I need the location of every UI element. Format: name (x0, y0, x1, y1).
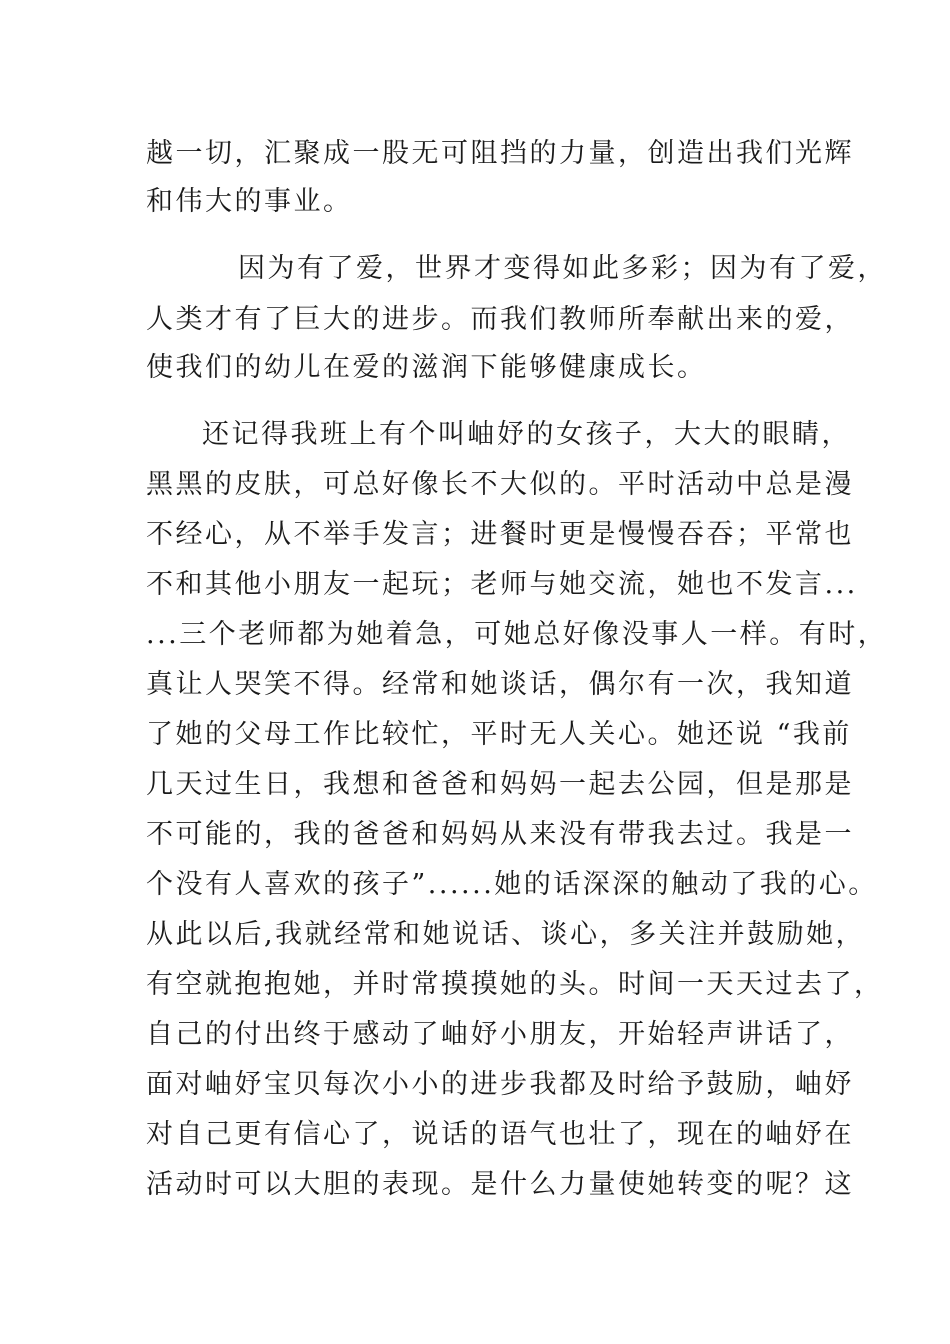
text-line: 几天过生日，我想和爸爸和妈妈一起去公园，但是那是 (146, 769, 854, 800)
text-line: 对自己更有信心了，说话的语气也壮了，现在的岫妤在 (146, 1119, 854, 1150)
text-line: 使我们的幼儿在爱的滋润下能够健康成长。 (146, 352, 707, 383)
text-line: 人类才有了巨大的进步。而我们教师所奉献出来的爱， (146, 304, 854, 335)
text-line: 个没有人喜欢的孩子”......她的话深深的触动了我的心。 (146, 869, 878, 900)
text-line: 自己的付出终于感动了岫妤小朋友，开始轻声讲话了， (146, 1019, 854, 1050)
text-line: 不可能的，我的爸爸和妈妈从来没有带我去过。我是一 (146, 819, 854, 850)
text-line: 不和其他小朋友一起玩；老师与她交流，她也不发言... (146, 569, 858, 600)
text-line: 不经心，从不举手发言；进餐时更是慢慢吞吞；平常也 (146, 519, 854, 550)
text-line: 了她的父母工作比较忙，平时无人关心。她还说 “我前 (146, 719, 852, 750)
text-line: 活动时可以大胆的表现。是什么力量使她转变的呢？这 (146, 1169, 854, 1200)
text-line: 和伟大的事业。 (146, 186, 353, 217)
text-line: 有空就抱抱她，并时常摸摸她的头。时间一天天过去了， (146, 969, 884, 1000)
text-line: 还记得我班上有个叫岫妤的女孩子，大大的眼睛， (202, 419, 851, 450)
text-line: 因为有了爱，世界才变得如此多彩；因为有了爱， (238, 253, 887, 284)
text-line: 越一切，汇聚成一股无可阻挡的力量，创造出我们光辉 (146, 138, 854, 169)
text-line: 从此以后,我就经常和她说话、谈心，多关注并鼓励她， (146, 919, 866, 950)
text-line: 真让人哭笑不得。经常和她谈话，偶尔有一次，我知道 (146, 669, 854, 700)
text-line: ...三个老师都为她着急，可她总好像没事人一样。有时， (146, 619, 888, 650)
text-line: 黑黑的皮肤，可总好像长不大似的。平时活动中总是漫 (146, 469, 854, 500)
text-line: 面对岫妤宝贝每次小小的进步我都及时给予鼓励，岫妤 (146, 1069, 854, 1100)
